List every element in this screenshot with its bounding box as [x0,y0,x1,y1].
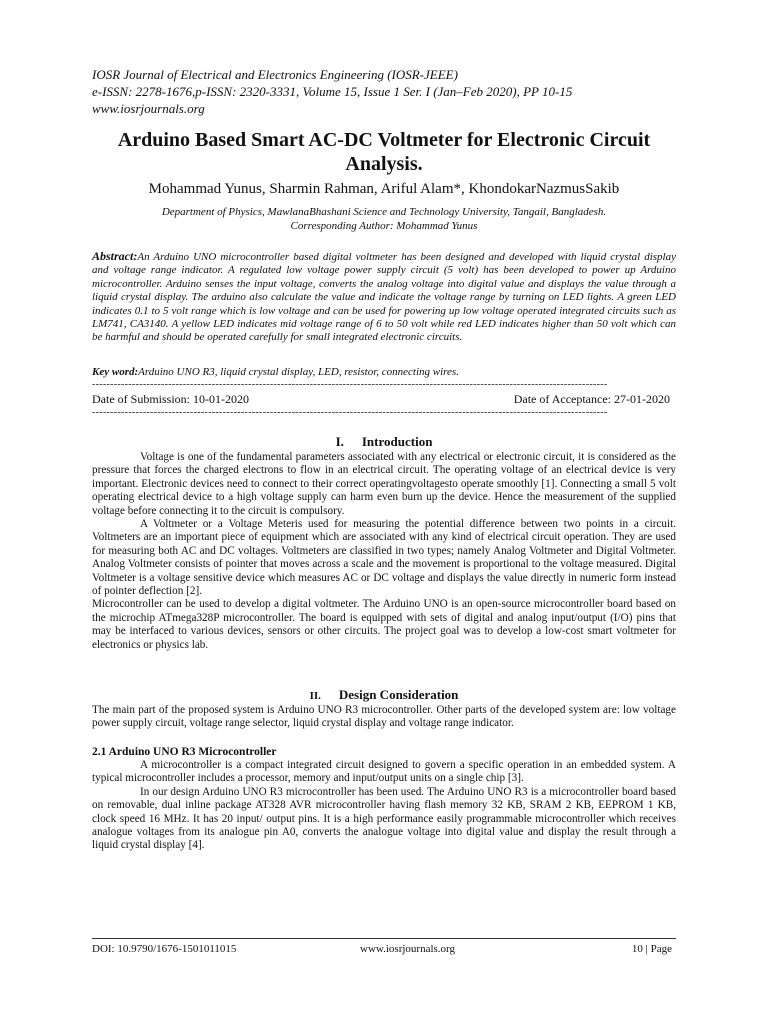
paragraph: The main part of the proposed system is Arduino UNO R3 microcontroller. Other parts of the developed system are: low voltage power supply circuit, voltage range selector, liquid crystal display and voltage range indicator. [92,704,676,730]
introduction-body [92,451,676,652]
paragraph: Voltage is one of the fundamental parameters associated with any electrical or electronic circuit, it is considered as the pressure that forces the charged electrons to flow in an electrical circuit. The operating voltage of an electrical device is very important. Electronic devices need to connect to their correct operatingvoltagesto operate smoothly [1]. Connecting a small 5 volt operating electrical device to a high voltage supply can harm even burn up the device. Hence the measurement of the supplied voltage before connecting it to the circuit is compulsory. [92,451,676,517]
submission-date: Date of Submission: 10-01-2020 [92,392,249,406]
doi: DOI: 10.9790/1676-1501011015 [92,943,237,955]
section-number: I. [335,434,344,449]
abstract-label: Abstract: [92,249,138,263]
page-number: 10 | Page [631,943,672,955]
affiliation: Department of Physics, MawlanaBhashani Science and Technology University, Tangail, Bangladesh. [161,206,607,218]
separator-bottom: ---------------------------------------------------------------------------------------------------------------------------------------------- [92,408,608,418]
section-title: Design Consideration [338,687,459,702]
keywords [92,366,676,379]
subsection-heading: 2.1 Arduino UNO R3 Microcontroller [92,746,277,758]
footer-rule [92,938,676,939]
journal-issn: e-ISSN: 2278-1676,p-ISSN: 2320-3331, Volume 15, Issue 1 Ser. I (Jan–Feb 2020), PP 10-15 [92,84,573,99]
paragraph: A Voltmeter or a Voltage Meteris used for measuring the potential difference between two points in a circuit. Voltmeters are an important piece of equipment which are associated with any kind of electrical circuit operation. They are used for measuring both AC and DC voltages. Voltmeters are classified in two types; namely Analog Voltmeter and Digital Voltmeter. Analog Voltmeter consists of pointer that moves across a scale and the movement is proportional to the voltage measured. Digital Voltmeter is a voltage sensitive device which measures AC or DC voltage and displays the value directly in numeric form instead of pointer deflection [2]. [92,518,676,598]
abstract [92,250,676,345]
author-list: Mohammad Yunus, Sharmin Rahman, Ariful Alam*, KhondokarNazmusSakib [148,181,620,197]
subsection-body [92,759,676,853]
journal-website: www.iosrjournals.org [92,101,205,116]
abstract-text: An Arduino UNO microcontroller based digital voltmeter has been designed and developed with liquid crystal display and voltage range indicator. A regulated low voltage power supply circuit (5 volt) has been developed to power up Arduino microcontroller. Arduino senses the input voltage, converts the analog voltage into digital value and displays the value through a liquid crystal display. The arduino also calculate the value and indicate the voltage range by turning on LED lights. A green LED indicates 0.1 to 5 volt range which is low voltage and can be used for powering up low voltage operated integrated circuits such as LM741, CA3140. A yellow LED indicates mid voltage range of 6 to 50 volt while red LED indicates higher than 50 volt which can be harmful and should be operated carefully for small integrated electronic circuits. [92,251,676,344]
section-heading-design [92,687,676,704]
design-body [92,704,676,731]
section-title: Introduction [361,434,433,449]
separator-top: ---------------------------------------------------------------------------------------------------------------------------------------------- [92,380,608,390]
journal-header [92,66,692,117]
footer-website: www.iosrjournals.org [360,943,456,955]
section-heading-introduction [92,434,676,450]
acceptance-date: Date of Acceptance: 27-01-2020 [513,392,670,406]
affiliation-block [92,205,676,233]
keyword-list: Arduino UNO R3, liquid crystal display, LED, resistor, connecting wires. [138,366,459,378]
section-number: II. [309,690,321,702]
paragraph: Microcontroller can be used to develop a digital voltmeter. The Arduino UNO is an open-source microcontroller board based on the microchip ATmega328P microcontroller. The board is equipped with sets of digital and analog input/output (I/O) pins that may be interfaced to various devices, sensors or other circuits. The project goal was to develop a low-cost smart voltmeter for electronics or physics lab. [92,598,676,651]
paragraph: A microcontroller is a compact integrated circuit designed to govern a specific operation in an embedded system. A typical microcontroller includes a processor, memory and input/output units on a single chip [3]. [92,759,676,785]
journal-name: IOSR Journal of Electrical and Electronics Engineering (IOSR-JEEE) [92,67,458,82]
paper-title: Arduino Based Smart AC-DC Voltmeter for Electronic Circuit Analysis. [117,129,651,175]
keyword-label: Key word: [92,366,139,378]
corresponding-author: Corresponding Author: Mohammad Yunus [290,220,478,232]
paragraph: In our design Arduino UNO R3 microcontroller has been used. The Arduino UNO R3 is a microcontroller board based on removable, dual inline package AT328 AVR microcontroller having flash memory 32 KB, SRAM 2 KB, EEPROM 1 KB, clock speed 16 MHz. It has 20 input/ output pins. It is a high performance easily programmable microcontroller which receives analogue voltages from its analogue pin A0, converts the analogue voltage into digital value and display the result through a liquid crystal display [4]. [92,785,676,852]
